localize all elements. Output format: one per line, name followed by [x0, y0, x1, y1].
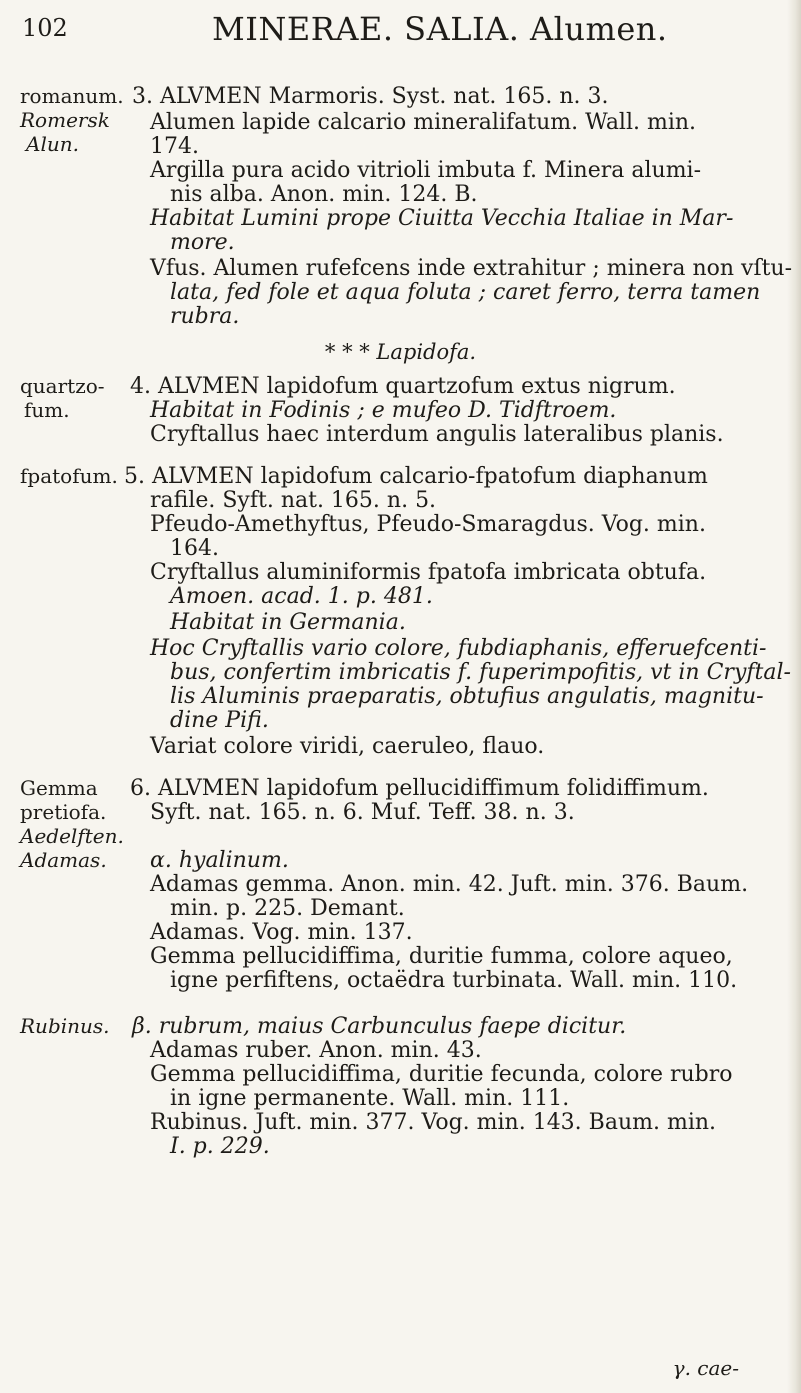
margin-note: Romersk: [20, 108, 110, 132]
margin-note: fum.: [24, 398, 70, 422]
text-line: rubra.: [170, 304, 240, 329]
text-line: Gemma pellucidiffima, duritie fumma, colore aqueo,: [150, 944, 733, 969]
text-line: Amoen. acad. 1. p. 481.: [170, 584, 433, 609]
text-line: rafile. Syft. nat. 165. n. 5.: [150, 488, 437, 513]
text-line: Habitat in Germania.: [170, 610, 406, 635]
text-line: Rubinus. Juft. min. 377. Vog. min. 143. Baum. min.: [150, 1110, 717, 1135]
margin-note: romanum.: [20, 84, 124, 108]
entry-heading: 5. ALVMEN lapidofum calcario-fpatofum diaphanum: [124, 464, 708, 489]
text-line: Variat colore viridi, caeruleo, flauo.: [150, 734, 545, 759]
text-line: Hoc Cryftallis vario colore, fubdiaphanis, efferuefcenti-: [150, 636, 767, 661]
text-line: more.: [170, 230, 235, 255]
entry-heading: 4. ALVMEN lapidofum quartzofum extus nigrum.: [130, 374, 676, 399]
margin-note: quartzo-: [20, 374, 105, 398]
margin-note: Adamas.: [20, 848, 107, 872]
text-line: Vfus. Alumen rufefcens inde extrahitur ; minera non vſtu-: [150, 256, 793, 281]
page-header: [0, 10, 801, 60]
text-line: in igne permanente. Wall. min. 111.: [170, 1086, 570, 1111]
text-line: dine Pifi.: [170, 708, 269, 733]
text-line: lata, fed fole et aqua foluta ; caret ferro, terra tamen: [170, 280, 761, 305]
text-line: Adamas. Vog. min. 137.: [150, 920, 413, 945]
entry-heading: 6. ALVMEN lapidofum pellucidiffimum folidiffimum.: [130, 776, 709, 801]
text-line: lis Aluminis praeparatis, obtufius angulatis, magnitu-: [170, 684, 764, 709]
running-title: MINERAE. SALIA. Alumen.: [212, 10, 668, 48]
text-line: Syft. nat. 165. n. 6. Muf. Teff. 38. n. 3.: [150, 800, 575, 825]
page-number: 102: [22, 14, 68, 42]
text-line: bus, confertim imbricatis f. fuperimpofitis, vt in Cryftal-: [170, 660, 791, 685]
text-line: Argilla pura acido vitrioli imbuta f. Minera alumi-: [150, 158, 702, 183]
text-line: Gemma pellucidiffima, duritie fecunda, colore rubro: [150, 1062, 733, 1087]
text-line: Alumen lapide calcario mineralifatum. Wall. min.: [150, 110, 697, 135]
text-line: Adamas ruber. Anon. min. 43.: [150, 1038, 482, 1063]
margin-note: pretiofa.: [20, 800, 107, 824]
catchword: γ. cae-: [672, 1356, 739, 1380]
text-line: 174.: [150, 134, 199, 159]
text-line: Cryftallus aluminiformis fpatofa imbricata obtufa.: [150, 560, 707, 585]
entry-heading: 3. ALVMEN Marmoris. Syst. nat. 165. n. 3.: [132, 84, 609, 109]
variety-heading: β. rubrum, maius Carbunculus faepe dicitur.: [132, 1014, 627, 1039]
margin-note: Aedelften.: [20, 824, 124, 848]
margin-note: Gemma: [20, 776, 98, 800]
text-line: I. p. 229.: [170, 1134, 270, 1159]
text-line: igne perfiftens, octaëdra turbinata. Wall. min. 110.: [170, 968, 738, 993]
text-line: Habitat Lumini prope Ciuitta Vecchia Italiae in Mar-: [150, 206, 734, 231]
text-line: 164.: [170, 536, 219, 561]
text-line: Cryftallus haec interdum angulis lateralibus planis.: [150, 422, 724, 447]
margin-note: Rubinus.: [20, 1014, 110, 1038]
text-line: Adamas gemma. Anon. min. 42. Juft. min. 376. Baum.: [150, 872, 749, 897]
margin-note: Alun.: [26, 132, 79, 156]
text-line: Habitat in Fodinis ; e mufeo D. Tidftroem.: [150, 398, 617, 423]
text-line: nis alba. Anon. min. 124. B.: [170, 182, 478, 207]
section-heading: * * * Lapidofa.: [324, 340, 477, 364]
text-line: α. hyalinum.: [150, 848, 289, 873]
margin-note: fpatofum.: [20, 464, 118, 488]
text-line: Pfeudo-Amethyftus, Pfeudo-Smaragdus. Vog. min.: [150, 512, 706, 537]
page-edge-shadow: [787, 0, 801, 1393]
text-line: min. p. 225. Demant.: [170, 896, 405, 921]
